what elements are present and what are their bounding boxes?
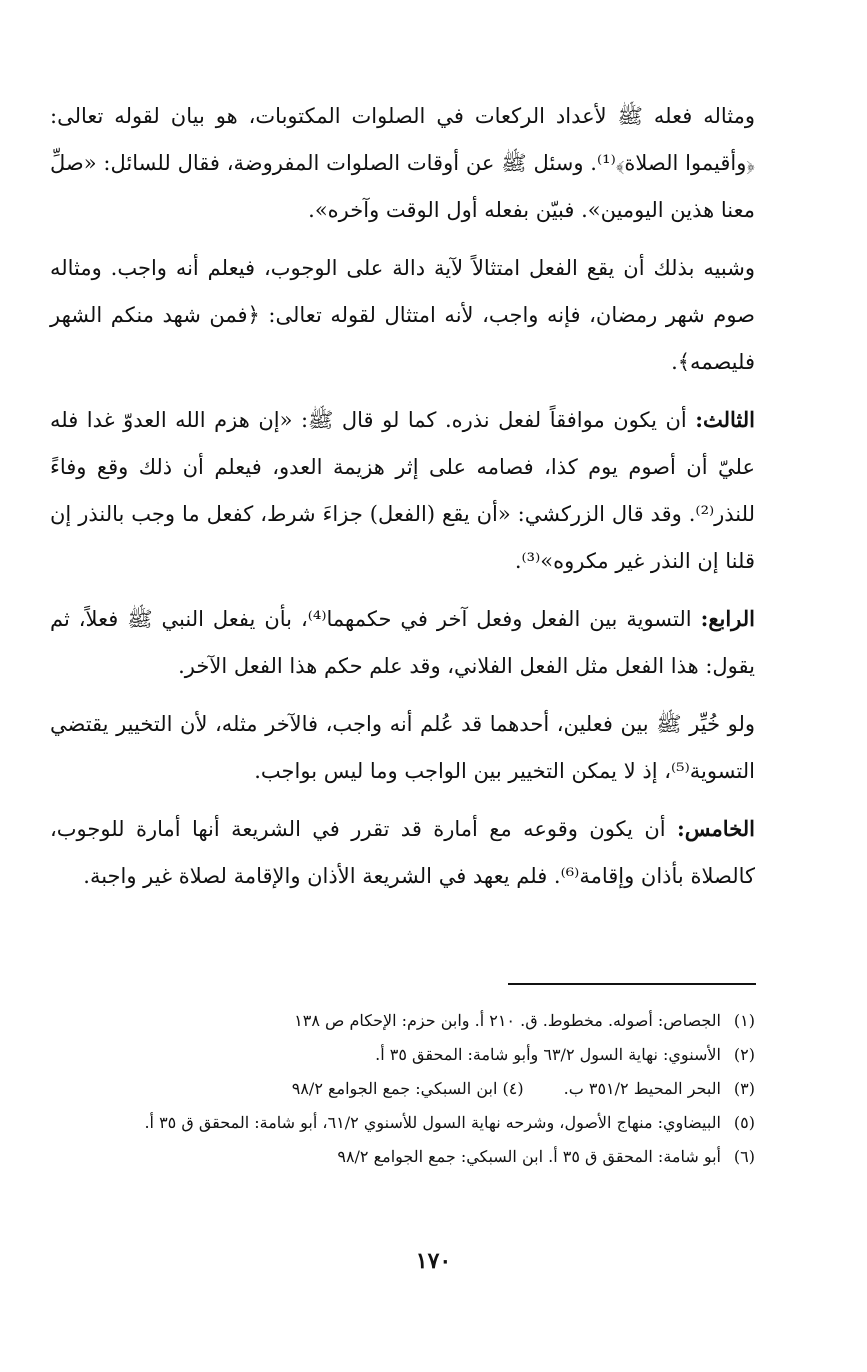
footnote-text: الجصاص: أصوله. مخطوط. ق. ٢١٠ أ. وابن حزم: الإحكام ص ١٣٨ — [294, 1011, 721, 1030]
paragraph-lead: الثالث: — [695, 407, 755, 432]
footnote-3-4 — [70, 1072, 755, 1106]
footnote-number: (٣) — [733, 1079, 755, 1098]
footnote-number: (٦) — [733, 1147, 755, 1166]
footnote-number: (٤) — [502, 1079, 524, 1098]
paragraph-lead: الخامس: — [677, 816, 755, 841]
footnote-divider — [508, 983, 756, 985]
paragraph-text: التسوية بين الفعل وفعل آخر في حكمهما⁽⁴⁾، بأن يفعل النبي ﷺ فعلاً، ثم يقول: هذا الفعل مثل الفعل الفلاني، وقد علم حكم هذا الفعل الآخر. — [50, 607, 755, 678]
footnote-text: البحر المحيط ٣٥١/٢ ب. — [563, 1079, 721, 1098]
paragraph-3 — [50, 396, 755, 585]
footnote-text: البيضاوي: منهاج الأصول، وشرحه نهاية السول للأسنوي ٦١/٢، أبو شامة: المحقق ق ٣٥ أ. — [144, 1113, 721, 1132]
paragraph-5 — [50, 700, 755, 795]
footnote-6 — [70, 1140, 755, 1174]
footnote-1 — [70, 1004, 755, 1038]
footnote-number: (١) — [733, 1011, 755, 1030]
footnote-text: أبو شامة: المحقق ق ٣٥ أ. ابن السبكي: جمع الجوامع ٩٨/٢ — [337, 1147, 721, 1166]
paragraph-lead: الرابع: — [700, 606, 756, 631]
paragraph-4 — [50, 595, 755, 690]
paragraph-2 — [50, 244, 755, 386]
footnote-5 — [70, 1106, 755, 1140]
footnote-number: (٥) — [733, 1113, 755, 1132]
footnote-inline — [292, 1072, 524, 1106]
footnote-2 — [70, 1038, 755, 1072]
paragraph-text: أن يكون موافقاً لفعل نذره. كما لو قال ﷺ: «إن هزم الله العدوّ غدا فله عليّ أن أصوم يوم كذا، فصامه على إثر هزيمة العدو، فيعلم أن ذلك وقع وفاءً للنذر⁽²⁾. وقد قال الزركشي: «أن يقع (الفعل) جزاءَ شرط، كفعل ما وجب بالنذر إن قلنا إن النذر غير مكروه»⁽³⁾. — [50, 408, 755, 573]
paragraph-text: أن يكون وقوعه مع أمارة قد تقرر في الشريعة أنها أمارة للوجوب، كالصلاة بأذان وإقامة⁽⁶⁾. فلم يعهد في الشريعة الأذان والإقامة لصلاة غير واجبة. — [50, 817, 755, 888]
footnote-text: ابن السبكي: جمع الجوامع ٩٨/٢ — [291, 1079, 498, 1098]
paragraph-1 — [50, 92, 755, 234]
footnote-number: (٢) — [733, 1045, 755, 1064]
paragraph-text: ولو خُيِّر ﷺ بين فعلين، أحدهما قد عُلم أنه واجب، فالآخر مثله، لأن التخيير يقتضي التسوية⁽⁵⁾، إذ لا يمكن التخيير بين الواجب وما ليس بواجب. — [50, 712, 755, 783]
paragraph-6 — [50, 805, 755, 900]
page-number: ١٧٠ — [415, 1248, 452, 1274]
paragraph-text: وشبيه بذلك أن يقع الفعل امتثالاً لآية دالة على الوجوب، فيعلم أنه واجب. ومثاله صوم شهر رمضان، فإنه واجب، لأنه امتثال لقوله تعالى: ﴿فمن شهد منكم الشهر فليصمه﴾. — [50, 256, 755, 374]
footnotes — [70, 1004, 755, 1174]
footnote-text: الأسنوي: نهاية السول ٦٣/٢ وأبو شامة: المحقق ٣٥ أ. — [375, 1045, 721, 1064]
main-text — [50, 92, 755, 910]
paragraph-text: ومثاله فعله ﷺ لأعداد الركعات في الصلوات المكتوبات، هو بيان لقوله تعالى: ﴿وأقيموا الصلاة﴾⁽¹⁾. وسئل ﷺ عن أوقات الصلوات المفروضة، فقال للسائل: «صلِّ معنا هذين اليومين». فبيّن بفعله أول الوقت وآخره». — [50, 104, 755, 222]
footnote-pair — [70, 1072, 721, 1106]
